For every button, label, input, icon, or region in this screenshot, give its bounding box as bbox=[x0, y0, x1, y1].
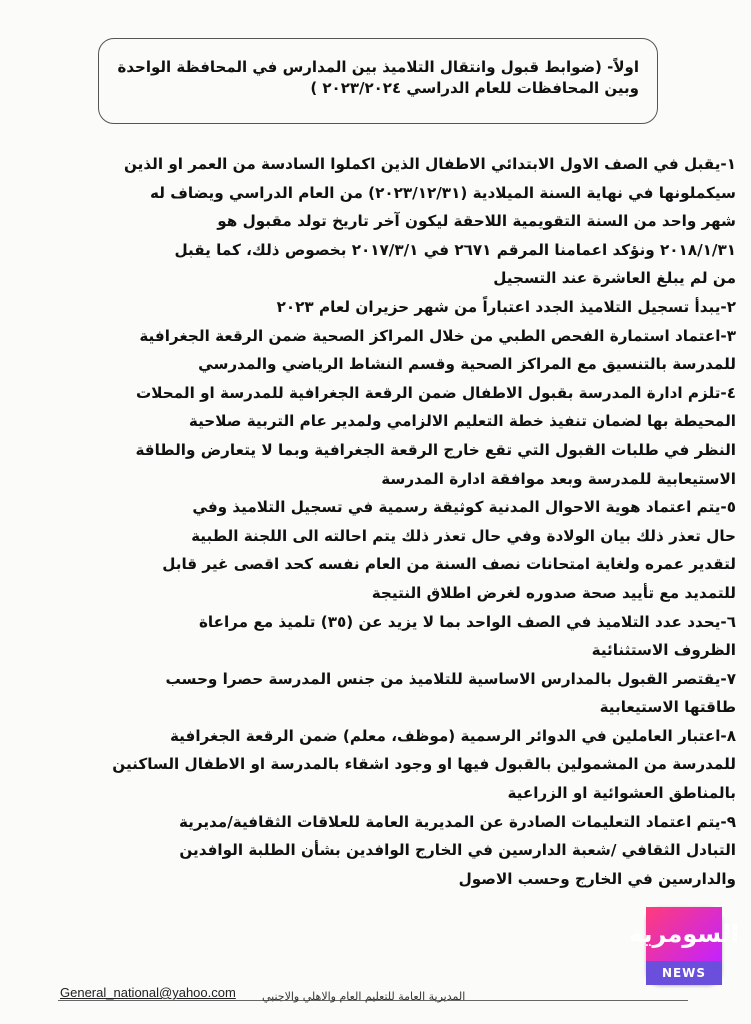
item-line: المحيطة بها لضمان تنفيذ خطة التعليم الالزامي ولمدير عام التربية صلاحية bbox=[188, 412, 736, 431]
item-line: للتمديد مع تأييد صحة صدوره لغرض اطلاق النتيجة bbox=[371, 583, 736, 602]
item-line: لتقدير عمره ولغاية امتحانات نصف السنة من العام نفسه كحد اقصى غير قابل bbox=[162, 555, 736, 574]
item-line: سيكملونها في نهاية السنة الميلادية (٢٠٢٣/١٢/٣١) من العام الدراسي ويضاف له bbox=[150, 183, 736, 202]
item-line: حال تعذر ذلك بيان الولادة وفي حال تعذر ذلك يتم احالته الى اللجنة الطبية bbox=[191, 526, 736, 545]
list-item bbox=[30, 722, 736, 808]
item-line: الظروف الاستثنائية bbox=[591, 641, 736, 660]
item-line: ٢-يبدأ تسجيل التلاميذ الجدد اعتباراً من شهر حزيران لعام ٢٠٢٣ bbox=[276, 297, 736, 316]
news-logo bbox=[628, 907, 740, 985]
regulations-list bbox=[30, 150, 736, 893]
title-box bbox=[98, 38, 658, 124]
item-line: التبادل الثقافي /شعبة الدارسين في الخارج الوافدين بشأن الطلبة الوافدين bbox=[179, 841, 736, 860]
item-line: ٢٠١٨/١/٣١ ونؤكد اعمامنا المرقم ٢٦٧١ في ٢٠١٧/٣/١ بخصوص ذلك، كما يقبل bbox=[174, 240, 736, 259]
list-item bbox=[30, 808, 736, 894]
item-line: ٩-يتم اعتماد التعليمات الصادرة عن المديرية العامة للعلاقات الثقافية/مديرية bbox=[178, 812, 736, 831]
item-line: ٣-اعتماد استمارة الفحص الطبي من خلال المراكز الصحية ضمن الرقعة الجغرافية bbox=[139, 326, 736, 345]
title-line-1: اولاً- (ضوابط قبول وانتقال التلاميذ بين المدارس في المحافظة الواحدة bbox=[117, 58, 639, 76]
list-item bbox=[30, 150, 736, 293]
item-line: ٦-يحدد عدد التلاميذ في الصف الواحد بما لا يزيد عن (٣٥) تلميذ مع مراعاة bbox=[198, 612, 736, 631]
item-line: من لم يبلغ العاشرة عند التسجيل bbox=[493, 269, 736, 288]
item-line: ٥-يتم اعتماد هوية الاحوال المدنية كوثيقة رسمية في تسجيل التلاميذ وفي bbox=[192, 498, 736, 517]
item-line: بالمناطق العشوائية او الزراعية bbox=[507, 784, 736, 803]
footer-organization: المديرية العامة للتعليم العام والاهلي والاجنبي bbox=[262, 990, 466, 1003]
list-item bbox=[30, 665, 736, 722]
logo-caption: NEWS bbox=[646, 961, 722, 985]
item-line: ٧-يقتصر القبول بالمدارس الاساسية للتلاميذ من جنس المدرسة حصرا وحسب bbox=[165, 669, 736, 688]
footer-email[interactable]: General_national@yahoo.com bbox=[60, 985, 236, 1000]
list-item bbox=[30, 293, 736, 322]
item-line: طاقتها الاستيعابية bbox=[599, 698, 736, 717]
item-line: للمدرسة من المشمولين بالقبول فيها او وجود اشقاء بالمدرسة او الاطفال الساكنين bbox=[112, 755, 736, 774]
item-line: شهر واحد من السنة التقويمية اللاحقة ليكون آخر تاريخ تولد مقبول هو bbox=[217, 212, 736, 231]
item-line: للمدرسة بالتنسيق مع المراكز الصحية وقسم النشاط الرياضي والمدرسي bbox=[198, 355, 736, 374]
list-item bbox=[30, 379, 736, 493]
logo-name: السومرية bbox=[646, 907, 722, 961]
item-line: ٨-اعتبار العاملين في الدوائر الرسمية (موظف، معلم) ضمن الرقعة الجغرافية bbox=[169, 726, 736, 745]
item-line: والدارسين في الخارج وحسب الاصول bbox=[458, 869, 736, 888]
title-line-2: وبين المحافظات للعام الدراسي ٢٠٢٣/٢٠٢٤ ) bbox=[310, 79, 639, 97]
item-line: الاستيعابية للمدرسة وبعد موافقة ادارة المدرسة bbox=[381, 469, 736, 488]
item-line: ١-يقبل في الصف الاول الابتدائي الاطفال الذين اكملوا السادسة من العمر او الذين bbox=[123, 155, 736, 173]
list-item bbox=[30, 608, 736, 665]
item-line: ٤-تلزم ادارة المدرسة بقبول الاطفال ضمن الرقعة الجغرافية للمدرسة او المحلات bbox=[135, 383, 736, 402]
item-line: النظر في طلبات القبول التي تقع خارج الرقعة الجغرافية وبما لا يتعارض والطاقة bbox=[135, 440, 736, 459]
list-item bbox=[30, 322, 736, 379]
list-item bbox=[30, 493, 736, 607]
